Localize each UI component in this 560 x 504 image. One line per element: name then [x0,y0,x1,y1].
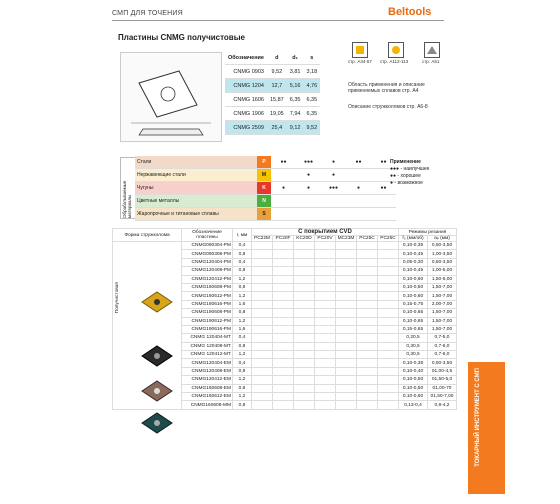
col-designation: Обозначение [225,52,267,65]
table-row: CNMG090308-PM 0,8 0,10-0,45 1,00-3,50 [113,250,457,258]
dimensions-table [225,52,320,135]
table-row: CNMG 0903 9,52 3,81 3,18 [225,65,320,79]
sidebar-label: ТОКАРНЫЙ ИНСТРУМЕНТ С СМП [475,368,481,467]
table-row: CNMG190608-PM 0,8 0,10-0,65 1,50-7,00 [113,309,457,317]
table-row: CNMG160612-EM 1,2 0,10-0,60 01,50-7,00 [113,393,457,401]
header-divider [112,20,444,21]
holder-icon [352,42,368,58]
table-row: CNMG120404-EM 0,4 0,10-0,35 0,50-3,50 [113,359,457,367]
material-row: Чугуны K ● ● ●●● ● ●● [135,182,396,195]
table-row: CNMG160608-PM 0,8 0,10-0,50 1,50-7,00 [113,283,457,291]
insert-drawing [120,52,222,142]
table-row: CNMG190616-PM 1,6 0,15-0,65 1,50-7,00 [113,325,457,333]
table-row: CNMG160616-PM 1,6 0,15-0,75 2,00-7,00 [113,300,457,308]
table-row: CNMG 1606 15,87 6,35 6,35 [225,93,320,107]
group-label: Получистовая [115,282,120,314]
table-row: CNMG120408-EM 0,8 0,10-0,40 01,00-4,5 [113,367,457,375]
section-category: СМП ДЛЯ ТОЧЕНИЯ [112,10,183,17]
brand-logo: Beltools [388,6,432,18]
materials-label: Обрабатываемые материалы [122,180,132,218]
inserts-table: Форма стружколома Обозначение пластины r, мм С покрытием CVD Режимы резания PC22M PC20F KC20D PC20V MC23M PC25C PC25C f₀ (мм/об) aₚ (мм) Получистовая CNMG090304-PM 0,4 0,10-0,35 0,50-3,50 CNMG090308-PM 0,8 0,10-0,45 1,00-3,50 CNMG120404-PM 0,4 0,05-0,30 0,50-3,50 CNMG120408-PM 0,8 0,10-0,45 1,00-5,00 CNMG120412-PM 1,2 0,10-0,60 1,50-5,00 CNMG160608-PM 0,8 0,10-0,50 1,50-7,00 CNMG160612-PM 1,2 0,10-0,60 1,50-7,00 CNMG160616-PM 1,6 0,15-0,75 2,00-7,00 CNMG190608-PM 0,8 0,10-0,65 1,50-7,00 CNMG190612-PM 1,2 0,10-0,65 1,50-7,00 CNMG190616-PM 1,6 0,15-0,65 1,50-7,00 CNMG 120404-MT 0,4 0,20,5 0,7-5,0 CNMG 120408-MT 0,8 0,30,5 0,7-5,0 CNMG 120412-MT 1,2 0,30,5 0,7-5,0 CNMG120404-EM 0,4 0,10-0,35 0,50-3,50 CNMG120408-EM 0,8 0,10-0,40 01,00-4,5 CNMG120412-EM 1,2 0,10-0,50 01,50-5,0 CNMG160608-EM 0,8 0,10-0,50 01,00-70 CNMG160612-EM 1,2 0,10-0,60 01,50-7,00 CNMG160608-MM 0,8 0,13-0,4 0,8-4,2 [112,228,457,410]
page-title: Пластины CNMG получистовые [118,33,245,42]
table-row: CNMG120404-PM 0,4 0,05-0,30 0,50-3,50 [113,258,457,266]
table-row: CNMG 120408-MT 0,8 0,30,5 0,7-5,0 [113,342,457,350]
insert-photo-em [140,378,174,404]
table-row: CNMG160608-MM 0,8 0,13-0,4 0,8-4,2 [113,401,457,409]
table-row: CNMG190612-PM 1,2 0,10-0,65 1,50-7,00 [113,317,457,325]
material-row: Нержавеющие стали M ● ● [135,169,396,182]
col-radius: r, мм [233,229,252,242]
chipbreaker-note: Описание стружколомов стр. А6-8 [348,104,428,110]
materials-table [135,156,396,221]
table-row: CNMG 2509 25,4 9,12 9,52 [225,121,320,135]
col-s: s [303,52,320,65]
table-row: CNMG 1906 19,05 7,94 6,35 [225,107,320,121]
insert-photo-mm [140,410,174,436]
application-note: Область применения и описание применяемых сплавов стр. А4 [348,82,425,94]
col-shape: Форма стружколома [113,229,182,242]
insert-photo-pm [140,289,174,315]
col-mode: Режимы резания [399,229,457,236]
table-row: CNMG120408-PM 0,8 0,10-0,45 1,00-5,00 [113,267,457,275]
insert-photo-mt [140,343,174,369]
table-row: CNMG 120404-MT 0,4 0,20,5 0,7-5,0 [113,334,457,342]
table-row: CNMG120412-EM 1,2 0,10-0,50 01,50-5,0 [113,376,457,384]
alloy-icon [388,42,404,58]
materials-label-box [120,157,136,219]
material-row: Стали P ●● ●●● ● ●● ●● [135,156,396,169]
col-d: d [267,52,287,65]
application-legend: Применение ●●● - наилучшее ●● - хорошее ● - возможное [390,159,430,186]
col-d1: d₁ [287,52,304,65]
col-designation: Обозначение пластины [182,229,233,242]
table-row: CNMG 1204 12,7 5,16 4,76 [225,79,320,93]
table-row: CNMG160612-PM 1,2 0,10-0,60 1,50-7,00 [113,292,457,300]
table-row: CNMG120412-PM 1,2 0,10-0,60 1,50-5,00 [113,275,457,283]
material-row: Жаропрочные и титановые сплавы S [135,208,396,221]
table-row: CNMG160608-EM 0,8 0,10-0,50 01,00-70 [113,384,457,392]
table-row: Получистовая CNMG090304-PM 0,4 0,10-0,35 0,50-3,50 [113,242,457,250]
col-cvd: С покрытием CVD [252,229,399,236]
chipbreaker-icon [424,42,440,58]
material-row: Цветные металлы N [135,195,396,208]
table-row: CNMG 120412-MT 1,2 0,30,5 0,7-5,0 [113,351,457,359]
sidebar-tab [468,362,505,494]
